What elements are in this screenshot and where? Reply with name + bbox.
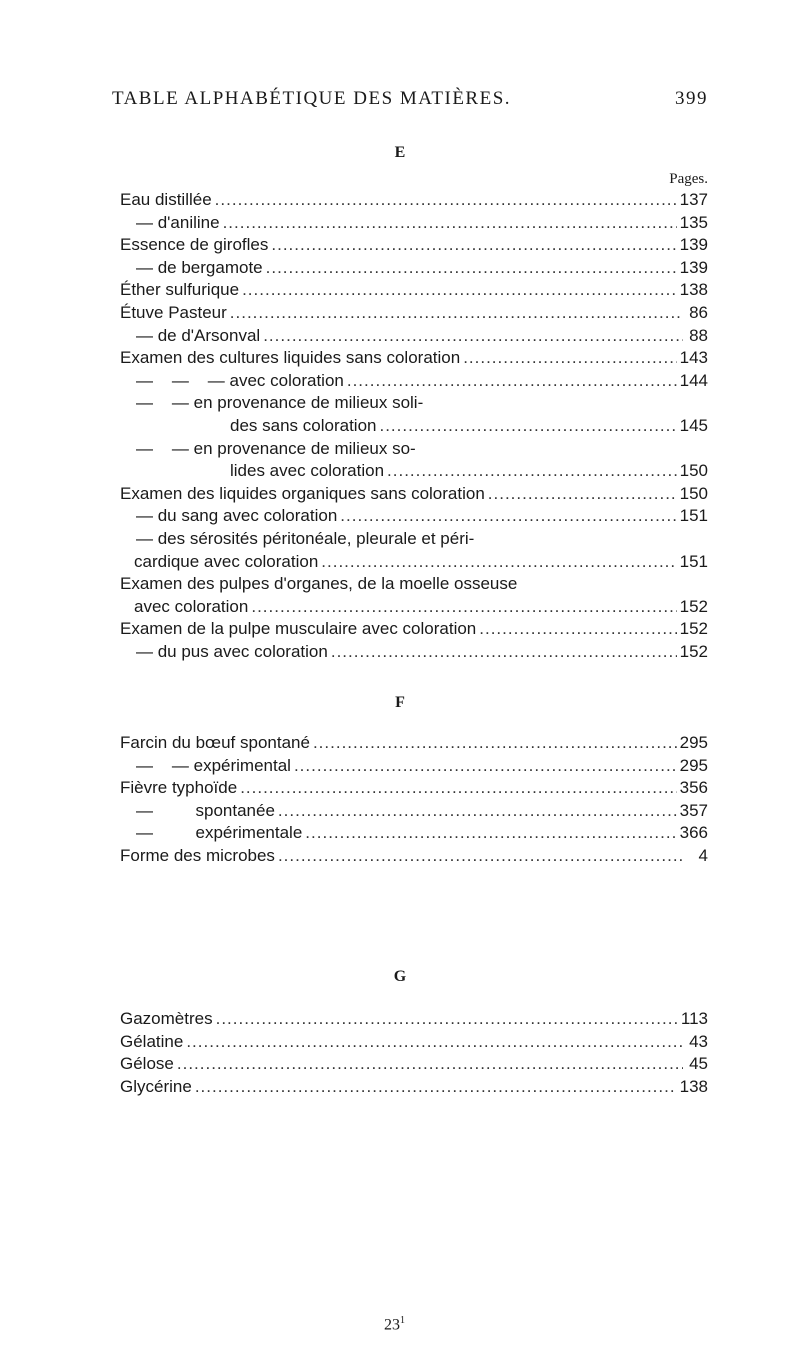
index-entry bbox=[120, 732, 708, 755]
entry-page: 135 bbox=[679, 212, 708, 232]
entry-text: — de bergamote bbox=[136, 257, 263, 277]
section-letter-f: F bbox=[395, 694, 405, 711]
entry-page: 138 bbox=[679, 1076, 708, 1096]
entry-page: 4 bbox=[698, 845, 708, 865]
entry-page: 45 bbox=[689, 1054, 708, 1074]
section-letter-e: E bbox=[394, 144, 406, 161]
index-entry bbox=[120, 755, 708, 778]
index-entry bbox=[120, 212, 708, 235]
entry-text: Examen des liquides organiques sans coloration bbox=[120, 483, 485, 503]
entry-page: 139 bbox=[679, 235, 708, 255]
index-entry bbox=[120, 618, 708, 641]
entry-text: — — — avec coloration bbox=[136, 370, 344, 390]
leader-dots bbox=[278, 845, 683, 868]
header-page-number: 399 bbox=[675, 88, 708, 109]
leader-dots bbox=[379, 415, 676, 438]
entry-page: 88 bbox=[689, 325, 708, 345]
index-entry bbox=[120, 483, 708, 506]
leader-dots bbox=[266, 257, 677, 280]
entry-page: 356 bbox=[679, 778, 708, 798]
entry-page: 150 bbox=[679, 483, 708, 503]
entry-text: Forme des microbes bbox=[120, 845, 275, 865]
entry-page: 139 bbox=[679, 257, 708, 277]
entry-text: cardique avec coloration bbox=[134, 551, 319, 571]
entry-text: avec coloration bbox=[134, 596, 249, 616]
leader-dots bbox=[305, 822, 676, 845]
index-entry bbox=[120, 460, 708, 483]
index-entry bbox=[120, 505, 708, 528]
entry-text: Eau distillée bbox=[120, 190, 212, 209]
entry-page: 151 bbox=[679, 506, 708, 526]
entry-text: Examen des cultures liquides sans coloration bbox=[120, 348, 461, 368]
leader-dots bbox=[347, 370, 677, 393]
entry-page: 137 bbox=[679, 190, 708, 209]
index-entry bbox=[120, 596, 708, 619]
leader-dots bbox=[331, 641, 677, 664]
entry-text: Éther sulfurique bbox=[120, 280, 240, 300]
leader-dots bbox=[216, 1008, 678, 1031]
index-entry bbox=[120, 777, 708, 800]
index-entry bbox=[120, 279, 708, 302]
index-entry bbox=[120, 1076, 708, 1099]
index-entry bbox=[120, 822, 708, 845]
leader-dots bbox=[186, 1031, 683, 1054]
leader-dots bbox=[294, 755, 677, 778]
entry-text: Essence de girofles bbox=[120, 235, 269, 255]
entry-page: 151 bbox=[679, 551, 708, 571]
entry-text: Gazomètres bbox=[120, 1009, 213, 1028]
entry-page: 138 bbox=[679, 280, 708, 300]
signature-mark bbox=[384, 1315, 405, 1334]
entry-text: Gélatine bbox=[120, 1031, 184, 1051]
index-entry: — des sérosités péritonéale, pleurale et péri- bbox=[136, 528, 475, 548]
index-entry: Examen des pulpes d'organes, de la moelle osseuse bbox=[120, 574, 518, 594]
entry-text: des sans coloration bbox=[230, 415, 377, 435]
leader-dots bbox=[223, 212, 677, 235]
index-entry bbox=[120, 347, 708, 370]
section-g-entries bbox=[120, 1008, 708, 1098]
entry-page: 150 bbox=[679, 461, 708, 481]
entry-page: 86 bbox=[689, 302, 708, 322]
index-entry bbox=[120, 1008, 708, 1031]
header-title: TABLE ALPHABÉTIQUE DES MATIÈRES. bbox=[112, 88, 512, 109]
entry-page: 152 bbox=[679, 596, 708, 616]
index-entry bbox=[120, 415, 708, 438]
entry-page: 152 bbox=[679, 641, 708, 661]
index-entry bbox=[120, 234, 708, 257]
leader-dots bbox=[195, 1076, 677, 1099]
index-entry: — — en provenance de milieux soli- bbox=[136, 393, 424, 413]
entry-page: 144 bbox=[679, 370, 708, 390]
entry-text: — de d'Arsonval bbox=[136, 325, 261, 345]
index-entry bbox=[120, 257, 708, 280]
leader-dots bbox=[271, 234, 676, 257]
entry-text: — expérimentale bbox=[136, 823, 303, 843]
index-entry bbox=[120, 325, 708, 348]
index-entry bbox=[120, 302, 708, 325]
entry-text: — d'aniline bbox=[136, 212, 220, 232]
pages-column-label: Pages. bbox=[669, 171, 708, 187]
entry-page: 357 bbox=[679, 800, 708, 820]
leader-dots bbox=[278, 800, 677, 823]
leader-dots bbox=[177, 1053, 683, 1076]
entry-text: Fièvre typhoïde bbox=[120, 778, 238, 798]
leader-dots bbox=[263, 325, 683, 348]
entry-page: 113 bbox=[680, 1009, 708, 1028]
signature-number: 23 bbox=[384, 1316, 400, 1334]
leader-dots bbox=[215, 189, 677, 212]
entry-page: 143 bbox=[679, 348, 708, 368]
leader-dots bbox=[479, 618, 676, 641]
leader-dots bbox=[251, 596, 676, 619]
index-entry bbox=[120, 189, 708, 212]
entry-text: Examen de la pulpe musculaire avec coloration bbox=[120, 619, 477, 639]
index-entry bbox=[120, 551, 708, 574]
entry-text: lides avec coloration bbox=[230, 461, 385, 481]
index-entry bbox=[120, 641, 708, 664]
index-entry bbox=[120, 845, 708, 868]
leader-dots bbox=[321, 551, 676, 574]
entry-text: — du pus avec coloration bbox=[136, 641, 328, 661]
leader-dots bbox=[488, 483, 677, 506]
leader-dots bbox=[387, 460, 677, 483]
entry-page: 295 bbox=[679, 755, 708, 775]
section-e-entries bbox=[120, 189, 708, 663]
entry-text: Glycérine bbox=[120, 1076, 192, 1096]
entry-page: 152 bbox=[679, 619, 708, 639]
entry-text: Gélose bbox=[120, 1054, 174, 1074]
entry-page: 43 bbox=[689, 1031, 708, 1051]
entry-text: — spontanée bbox=[136, 800, 275, 820]
leader-dots bbox=[242, 279, 677, 302]
entry-text: Étuve Pasteur bbox=[120, 302, 227, 322]
leader-dots bbox=[230, 302, 683, 325]
entry-text: Farcin du bœuf spontané bbox=[120, 733, 310, 752]
entry-page: 366 bbox=[679, 823, 708, 843]
entry-text: — du sang avec coloration bbox=[136, 506, 338, 526]
leader-dots bbox=[463, 347, 676, 370]
entry-page: 145 bbox=[679, 415, 708, 435]
index-entry bbox=[120, 1031, 708, 1054]
signature-superscript: 1 bbox=[400, 1315, 405, 1326]
entry-page: 295 bbox=[679, 733, 708, 752]
index-entry: — — en provenance de milieux so- bbox=[136, 438, 416, 458]
index-entry bbox=[120, 370, 708, 393]
leader-dots bbox=[313, 732, 677, 755]
section-f-entries bbox=[120, 732, 708, 868]
entry-text: — — expérimental bbox=[136, 755, 291, 775]
index-entry bbox=[120, 800, 708, 823]
section-letter-g: G bbox=[393, 968, 407, 985]
index-entry bbox=[120, 1053, 708, 1076]
leader-dots bbox=[240, 777, 676, 800]
leader-dots bbox=[340, 505, 676, 528]
